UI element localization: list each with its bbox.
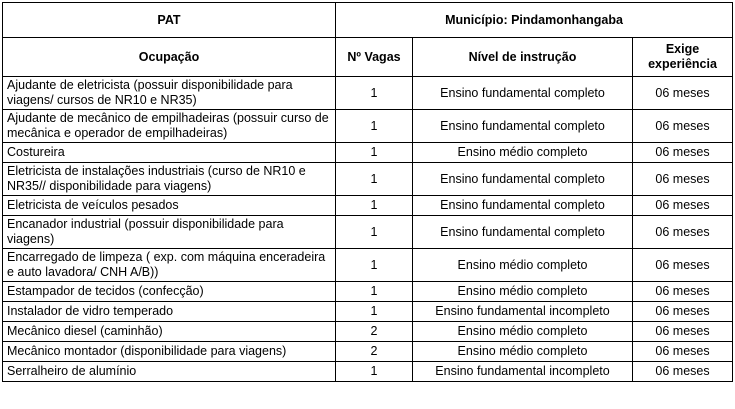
experience-cell: 06 meses (633, 163, 733, 196)
table-row (3, 362, 733, 382)
experience-cell: 06 meses (633, 282, 733, 302)
header-vacancies: Nº Vagas (336, 38, 413, 77)
education-cell: Ensino médio completo (413, 249, 633, 282)
occupation-cell: Costureira (3, 143, 336, 163)
occupation-cell: Eletricista de veículos pesados (3, 196, 336, 216)
table-row (3, 77, 733, 110)
experience-cell: 06 meses (633, 362, 733, 382)
header-education: Nível de instrução (413, 38, 633, 77)
header-experience (633, 38, 733, 77)
education-cell: Ensino fundamental incompleto (413, 302, 633, 322)
occupation-cell: Encanador industrial (possuir disponibilidade para viagens) (3, 216, 336, 249)
vacancies-cell: 1 (336, 362, 413, 382)
occupation-cell: Mecânico diesel (caminhão) (3, 322, 336, 342)
experience-cell: 06 meses (633, 249, 733, 282)
experience-cell: 06 meses (633, 77, 733, 110)
header-experience-line2: experiência (648, 57, 717, 71)
vacancies-cell: 1 (336, 282, 413, 302)
experience-cell: 06 meses (633, 143, 733, 163)
education-cell: Ensino médio completo (413, 322, 633, 342)
education-cell: Ensino médio completo (413, 143, 633, 163)
experience-cell: 06 meses (633, 110, 733, 143)
table-row (3, 143, 733, 163)
table-row (3, 163, 733, 196)
education-cell: Ensino fundamental completo (413, 196, 633, 216)
experience-cell: 06 meses (633, 322, 733, 342)
education-cell: Ensino médio completo (413, 342, 633, 362)
vacancies-cell: 1 (336, 77, 413, 110)
vacancies-cell: 1 (336, 196, 413, 216)
table-row (3, 302, 733, 322)
occupation-cell: Ajudante de mecânico de empilhadeiras (possuir curso de mecânica e operador de empilhadeiras) (3, 110, 336, 143)
vacancies-cell: 1 (336, 302, 413, 322)
header-row (3, 38, 733, 77)
vacancies-cell: 1 (336, 110, 413, 143)
pat-title: PAT (3, 3, 336, 38)
experience-cell: 06 meses (633, 196, 733, 216)
education-cell: Ensino fundamental completo (413, 110, 633, 143)
header-occupation: Ocupação (3, 38, 336, 77)
table-row (3, 322, 733, 342)
experience-cell: 06 meses (633, 216, 733, 249)
education-cell: Ensino fundamental completo (413, 163, 633, 196)
occupation-cell: Instalador de vidro temperado (3, 302, 336, 322)
municipality-title: Município: Pindamonhangaba (336, 3, 733, 38)
title-row (3, 3, 733, 38)
occupation-cell: Encarregado de limpeza ( exp. com máquina enceradeira e auto lavadora/ CNH A/B)) (3, 249, 336, 282)
experience-cell: 06 meses (633, 302, 733, 322)
education-cell: Ensino fundamental completo (413, 216, 633, 249)
table-row (3, 342, 733, 362)
table-row (3, 282, 733, 302)
education-cell: Ensino fundamental completo (413, 77, 633, 110)
vacancies-cell: 1 (336, 163, 413, 196)
education-cell: Ensino médio completo (413, 282, 633, 302)
vacancies-cell: 1 (336, 249, 413, 282)
occupation-cell: Estampador de tecidos (confecção) (3, 282, 336, 302)
table-row (3, 110, 733, 143)
occupation-cell: Eletricista de instalações industriais (curso de NR10 e NR35// disponibilidade para viagens) (3, 163, 336, 196)
vacancies-cell: 2 (336, 342, 413, 362)
occupation-cell: Ajudante de eletricista (possuir disponibilidade para viagens/ cursos de NR10 e NR35) (3, 77, 336, 110)
vacancies-cell: 1 (336, 216, 413, 249)
table-row (3, 216, 733, 249)
table-row (3, 249, 733, 282)
experience-cell: 06 meses (633, 342, 733, 362)
table-row (3, 196, 733, 216)
education-cell: Ensino fundamental incompleto (413, 362, 633, 382)
vacancies-cell: 2 (336, 322, 413, 342)
jobs-table (2, 2, 733, 382)
header-experience-line1: Exige (665, 42, 700, 56)
vacancies-cell: 1 (336, 143, 413, 163)
occupation-cell: Serralheiro de alumínio (3, 362, 336, 382)
occupation-cell: Mecânico montador (disponibilidade para viagens) (3, 342, 336, 362)
